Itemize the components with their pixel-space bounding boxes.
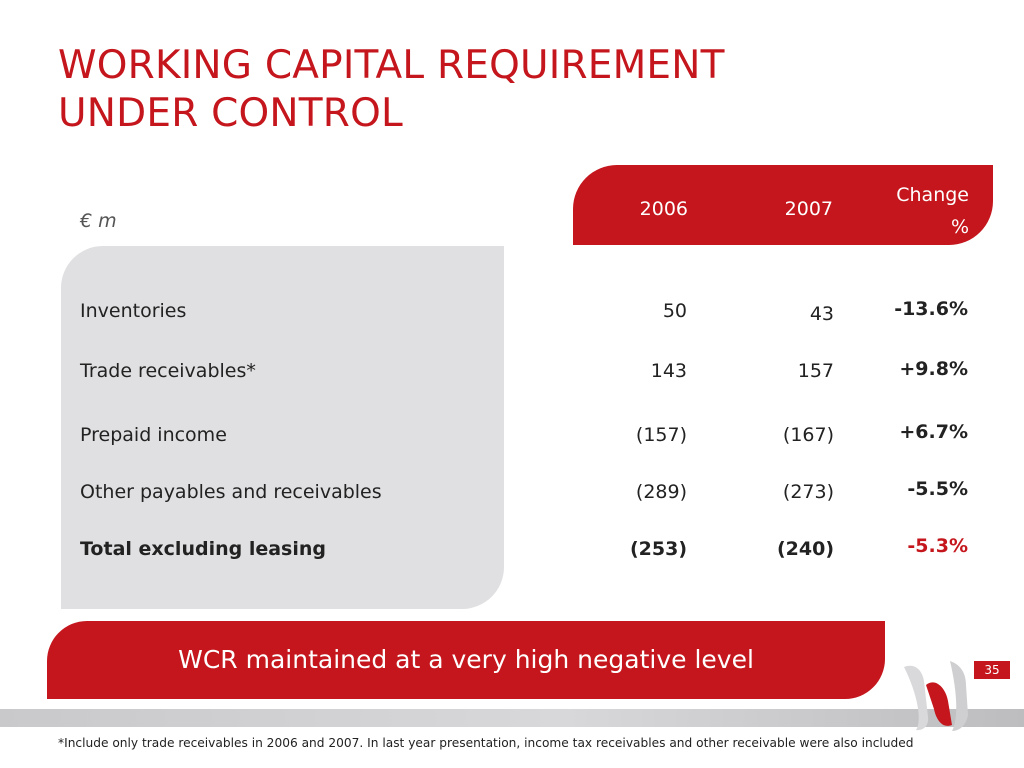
value-change: -5.3% — [907, 535, 968, 557]
table-row — [0, 478, 1024, 511]
value-change: -13.6% — [894, 298, 968, 320]
value-2006: (253) — [629, 538, 687, 560]
value-2007: (273) — [782, 481, 834, 503]
unit-label: € m — [80, 210, 117, 232]
row-label: Total excluding leasing — [80, 538, 326, 560]
value-2006: 143 — [650, 360, 687, 382]
value-2007: 43 — [809, 303, 834, 325]
value-change: +9.8% — [899, 358, 968, 380]
value-2006: (157) — [635, 424, 687, 446]
page-title-line2: UNDER CONTROL — [58, 91, 403, 136]
header-change-unit: % — [950, 216, 969, 238]
value-2007: 157 — [797, 360, 834, 382]
page-title-line1: WORKING CAPITAL REQUIREMENT — [58, 43, 725, 88]
header-change-label: Change — [896, 184, 969, 206]
table-row — [0, 421, 1024, 454]
page-title — [58, 42, 725, 138]
header-2006: 2006 — [639, 198, 688, 220]
header-2007: 2007 — [784, 198, 833, 220]
table-row-total — [0, 535, 1024, 568]
key-message-text: WCR maintained at a very high negative level — [178, 645, 754, 674]
row-label: Prepaid income — [80, 424, 227, 446]
table-row — [0, 300, 1024, 330]
row-label: Trade receivables* — [80, 360, 256, 382]
value-2007: (240) — [776, 538, 834, 560]
value-change: +6.7% — [899, 421, 968, 443]
value-2006: (289) — [635, 481, 687, 503]
table-header — [573, 165, 993, 245]
header-change — [896, 179, 969, 243]
value-2006: 50 — [662, 300, 687, 322]
footnote: *Include only trade receivables in 2006 and 2007. In last year presentation, income tax receivables and other receivable were also included — [58, 736, 914, 750]
row-label: Other payables and receivables — [80, 481, 382, 503]
page-number: 35 — [974, 661, 1010, 679]
key-message-banner — [47, 621, 885, 699]
value-change: -5.5% — [907, 478, 968, 500]
value-2007: (167) — [782, 424, 834, 446]
footer-stripe — [0, 709, 1024, 727]
table-row — [0, 360, 1024, 390]
row-label: Inventories — [80, 300, 187, 322]
company-logo-icon — [896, 655, 976, 735]
